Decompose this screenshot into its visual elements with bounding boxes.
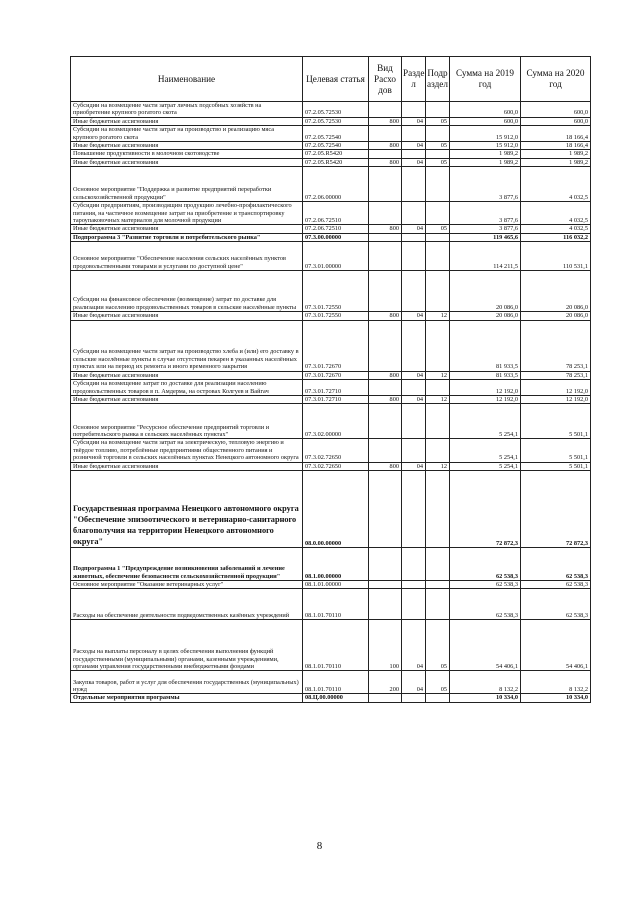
row-name: Субсидии на возмещение части затрат на производство и реализацию мяса крупного рогатого скота xyxy=(71,126,303,142)
row-target-article: 07.3.02.00000 xyxy=(303,404,369,439)
row-target-article: 07.2.05.72530 xyxy=(303,102,369,118)
table-row xyxy=(71,158,591,166)
row-name: Основное мероприятие "Ресурсное обеспечение предприятий торговли и потребительского рынка в сельских населённых пунктах" xyxy=(71,404,303,439)
row-subsection: 12 xyxy=(426,312,450,320)
row-name: Субсидии на возмещение части затрат личных подсобных хозяйств на приобретение крупного рогатого скота xyxy=(71,102,303,118)
row-target-article: 07.3.01.72710 xyxy=(303,395,369,403)
row-section xyxy=(402,470,426,547)
header-name: Наименование xyxy=(71,57,303,102)
header-subsection: Подр аздел xyxy=(426,57,450,102)
row-section: 04 xyxy=(402,671,426,694)
row-expense-type xyxy=(369,167,402,202)
row-subsection: 05 xyxy=(426,671,450,694)
row-subsection: 05 xyxy=(426,117,450,125)
row-subsection xyxy=(426,470,450,547)
row-section xyxy=(402,150,426,158)
row-target-article: 07.3.01.72670 xyxy=(303,371,369,379)
row-sum-2019: 8 132,2 xyxy=(450,671,521,694)
table-row xyxy=(71,117,591,125)
row-expense-type: 800 xyxy=(369,371,402,379)
row-name: Основное мероприятие "Оказание ветеринарных услуг" xyxy=(71,580,303,588)
row-sum-2020: 12 192,0 xyxy=(521,380,591,396)
row-sum-2019: 15 912,0 xyxy=(450,142,521,150)
table-row xyxy=(71,167,591,202)
row-sum-2019: 5 254,1 xyxy=(450,439,521,462)
row-subsection xyxy=(426,126,450,142)
row-sum-2019: 15 912,0 xyxy=(450,126,521,142)
row-expense-type xyxy=(369,380,402,396)
row-sum-2019: 119 465,6 xyxy=(450,233,521,241)
row-name: Субсидии на возмещение затрат по доставке для реализации населению продовольственных товаров в п. Амдерма, на островах Колгуев и Вайгач xyxy=(71,380,303,396)
budget-table-container xyxy=(70,56,590,703)
row-section xyxy=(402,202,426,225)
row-name: Иные бюджетные ассигнования xyxy=(71,395,303,403)
row-subsection xyxy=(426,439,450,462)
row-expense-type xyxy=(369,694,402,702)
row-target-article: 07.3.01.72550 xyxy=(303,271,369,312)
row-target-article: 07.2.06.72510 xyxy=(303,202,369,225)
row-name: Подпрограмма 3 "Развитие торговли и потребительского рынка" xyxy=(71,233,303,241)
row-subsection xyxy=(426,547,450,580)
row-sum-2020: 600,0 xyxy=(521,117,591,125)
row-name: Субсидии предприятиям, производящим продукцию лечебно-профилактического питания, на частичное возмещение затрат на приобретение и транспортировку тароупаковочных материалов для молочной продукции xyxy=(71,202,303,225)
row-name: Повышение продуктивности в молочном скотоводстве xyxy=(71,150,303,158)
row-subsection: 05 xyxy=(426,225,450,233)
row-section: 04 xyxy=(402,395,426,403)
row-subsection xyxy=(426,242,450,271)
row-sum-2019: 5 254,1 xyxy=(450,462,521,470)
row-section: 04 xyxy=(402,312,426,320)
header-target-article: Целевая статья xyxy=(303,57,369,102)
header-expense-type: Вид Расхо дов xyxy=(369,57,402,102)
table-row xyxy=(71,202,591,225)
row-target-article: 07.2.06.00000 xyxy=(303,167,369,202)
row-name: Закупка товаров, работ и услуг для обеспечения государственных (муниципальных) нужд xyxy=(71,671,303,694)
row-target-article: 08.1.01.70110 xyxy=(303,589,369,620)
table-row xyxy=(71,671,591,694)
row-sum-2019: 81 933,5 xyxy=(450,371,521,379)
row-expense-type xyxy=(369,470,402,547)
row-sum-2019: 10 334,0 xyxy=(450,694,521,702)
header-sum-2020: Сумма на 2020 год xyxy=(521,57,591,102)
row-section xyxy=(402,233,426,241)
row-name: Государственная программа Ненецкого автономного округа "Обеспечение эпизоотического и ветеринарно-санитарного благополучия на территории Ненецкого автономного округа" xyxy=(71,470,303,547)
row-target-article: 08.1.00.00000 xyxy=(303,547,369,580)
table-row xyxy=(71,150,591,158)
row-section: 04 xyxy=(402,158,426,166)
row-target-article: 08.1.01.00000 xyxy=(303,580,369,588)
row-sum-2020: 20 086,0 xyxy=(521,312,591,320)
row-target-article: 07.3.01.00000 xyxy=(303,242,369,271)
row-expense-type xyxy=(369,150,402,158)
row-sum-2020: 54 406,1 xyxy=(521,620,591,671)
row-sum-2020: 1 989,2 xyxy=(521,150,591,158)
row-name: Расходы на обеспечение деятельности подведомственных казённых учреждений xyxy=(71,589,303,620)
row-expense-type: 800 xyxy=(369,225,402,233)
row-expense-type xyxy=(369,126,402,142)
row-sum-2020: 18 166,4 xyxy=(521,126,591,142)
row-subsection xyxy=(426,271,450,312)
row-target-article: 07.3.02.72650 xyxy=(303,439,369,462)
table-row xyxy=(71,312,591,320)
row-target-article: 07.3.01.72670 xyxy=(303,320,369,371)
row-target-article: 08.1.01.70110 xyxy=(303,671,369,694)
row-section xyxy=(402,102,426,118)
table-header-row xyxy=(71,57,591,102)
row-sum-2019: 3 877,6 xyxy=(450,225,521,233)
row-sum-2019: 5 254,1 xyxy=(450,404,521,439)
row-sum-2020: 5 501,1 xyxy=(521,404,591,439)
row-name: Основное мероприятие "Обеспечение населения сельских населённых пунктов продовольственными товарами и услугами по доступной цене" xyxy=(71,242,303,271)
row-sum-2019: 72 872,3 xyxy=(450,470,521,547)
table-row xyxy=(71,225,591,233)
row-subsection xyxy=(426,580,450,588)
row-target-article: 08.Ц.00.00000 xyxy=(303,694,369,702)
row-name: Иные бюджетные ассигнования xyxy=(71,142,303,150)
row-subsection xyxy=(426,167,450,202)
row-target-article: 07.3.00.00000 xyxy=(303,233,369,241)
row-section xyxy=(402,404,426,439)
row-sum-2019: 600,0 xyxy=(450,117,521,125)
row-subsection: 05 xyxy=(426,620,450,671)
row-sum-2020: 1 989,2 xyxy=(521,158,591,166)
row-subsection: 05 xyxy=(426,158,450,166)
row-sum-2020: 62 538,3 xyxy=(521,547,591,580)
row-subsection xyxy=(426,233,450,241)
row-sum-2020: 78 253,1 xyxy=(521,371,591,379)
row-name: Иные бюджетные ассигнования xyxy=(71,462,303,470)
row-name: Иные бюджетные ассигнования xyxy=(71,117,303,125)
row-sum-2020: 110 531,1 xyxy=(521,242,591,271)
row-sum-2019: 114 211,5 xyxy=(450,242,521,271)
table-row xyxy=(71,233,591,241)
table-row xyxy=(71,395,591,403)
row-sum-2020: 4 032,5 xyxy=(521,225,591,233)
table-row xyxy=(71,380,591,396)
row-sum-2020: 12 192,0 xyxy=(521,395,591,403)
row-name: Иные бюджетные ассигнования xyxy=(71,225,303,233)
table-row xyxy=(71,589,591,620)
row-subsection xyxy=(426,202,450,225)
page-number: 8 xyxy=(316,840,323,852)
row-section xyxy=(402,580,426,588)
table-row xyxy=(71,547,591,580)
row-name: Отдельные мероприятия программы xyxy=(71,694,303,702)
row-sum-2020: 18 166,4 xyxy=(521,142,591,150)
row-section: 04 xyxy=(402,117,426,125)
row-target-article: 07.3.01.72550 xyxy=(303,312,369,320)
row-section xyxy=(402,242,426,271)
row-subsection xyxy=(426,102,450,118)
row-name: Иные бюджетные ассигнования xyxy=(71,371,303,379)
row-target-article: 07.2.06.72510 xyxy=(303,225,369,233)
header-section: Разде л xyxy=(402,57,426,102)
table-row xyxy=(71,371,591,379)
row-expense-type xyxy=(369,439,402,462)
row-section: 04 xyxy=(402,225,426,233)
row-section xyxy=(402,439,426,462)
row-sum-2019: 3 877,6 xyxy=(450,167,521,202)
row-sum-2020: 62 538,3 xyxy=(521,589,591,620)
row-name: Иные бюджетные ассигнования xyxy=(71,158,303,166)
row-name: Иные бюджетные ассигнования xyxy=(71,312,303,320)
row-sum-2020: 20 086,0 xyxy=(521,271,591,312)
row-expense-type: 800 xyxy=(369,395,402,403)
row-expense-type: 200 xyxy=(369,671,402,694)
row-sum-2019: 62 538,3 xyxy=(450,580,521,588)
row-section xyxy=(402,694,426,702)
header-sum-2019: Сумма на 2019 год xyxy=(450,57,521,102)
row-name: Расходы на выплаты персоналу в целях обеспечения выполнения функций государственными (муниципальными) органами, казенными учреждениями, органами управления государственными внебюджетными фондами xyxy=(71,620,303,671)
row-sum-2019: 1 989,2 xyxy=(450,150,521,158)
row-sum-2020: 5 501,1 xyxy=(521,462,591,470)
row-expense-type xyxy=(369,233,402,241)
row-sum-2019: 20 086,0 xyxy=(450,312,521,320)
row-expense-type xyxy=(369,547,402,580)
row-section xyxy=(402,589,426,620)
row-target-article: 08.0.00.00000 xyxy=(303,470,369,547)
table-body xyxy=(71,102,591,703)
row-sum-2019: 62 538,3 xyxy=(450,547,521,580)
row-name: Субсидии на возмещение части затрат на электрическую, тепловую энергию и твёрдое топливо, потреблённые предприятиями общественного питания и розничной торговли в сельских населённых пунктах Ненецкого автономного округа xyxy=(71,439,303,462)
row-target-article: 07.2.05.R5420 xyxy=(303,150,369,158)
row-section xyxy=(402,126,426,142)
table-row xyxy=(71,142,591,150)
table-row xyxy=(71,126,591,142)
row-expense-type xyxy=(369,202,402,225)
table-row xyxy=(71,580,591,588)
row-sum-2019: 1 989,2 xyxy=(450,158,521,166)
table-row xyxy=(71,242,591,271)
row-name: Основное мероприятие "Поддержка и развитие предприятий переработки сельскохозяйственной продукции" xyxy=(71,167,303,202)
row-sum-2020: 62 538,3 xyxy=(521,580,591,588)
row-expense-type xyxy=(369,404,402,439)
row-section xyxy=(402,320,426,371)
row-sum-2020: 4 032,5 xyxy=(521,202,591,225)
table-row xyxy=(71,470,591,547)
row-sum-2020: 600,0 xyxy=(521,102,591,118)
row-sum-2019: 12 192,0 xyxy=(450,395,521,403)
table-row xyxy=(71,320,591,371)
row-expense-type xyxy=(369,102,402,118)
row-expense-type: 800 xyxy=(369,312,402,320)
row-section: 04 xyxy=(402,142,426,150)
row-name: Субсидии на финансовое обеспечение (возмещение) затрат по доставке для реализации населению продовольственных товаров в сельские населённые пункты xyxy=(71,271,303,312)
row-target-article: 07.2.05.72530 xyxy=(303,117,369,125)
row-subsection xyxy=(426,320,450,371)
row-subsection xyxy=(426,694,450,702)
row-subsection xyxy=(426,404,450,439)
row-section: 04 xyxy=(402,371,426,379)
row-name: Субсидии на возмещение части затрат на производство хлеба и (или) его доставку в сельские населённые пункты в случае отсутствия пекарен в указанных населённых пунктах или на период их ремонта и иного временного закрытия xyxy=(71,320,303,371)
row-section: 04 xyxy=(402,620,426,671)
row-target-article: 07.2.05.72540 xyxy=(303,126,369,142)
row-expense-type: 800 xyxy=(369,462,402,470)
row-subsection xyxy=(426,380,450,396)
row-section xyxy=(402,167,426,202)
row-expense-type xyxy=(369,242,402,271)
row-target-article: 07.3.02.72650 xyxy=(303,462,369,470)
row-sum-2019: 81 933,5 xyxy=(450,320,521,371)
row-section xyxy=(402,547,426,580)
table-row xyxy=(71,462,591,470)
row-expense-type: 800 xyxy=(369,142,402,150)
table-row xyxy=(71,102,591,118)
row-sum-2019: 54 406,1 xyxy=(450,620,521,671)
row-target-article: 07.2.05.R5420 xyxy=(303,158,369,166)
table-row xyxy=(71,404,591,439)
row-section xyxy=(402,380,426,396)
row-target-article: 07.2.05.72540 xyxy=(303,142,369,150)
row-subsection: 12 xyxy=(426,462,450,470)
row-expense-type xyxy=(369,589,402,620)
row-sum-2020: 4 032,5 xyxy=(521,167,591,202)
row-section: 04 xyxy=(402,462,426,470)
row-target-article: 07.3.01.72710 xyxy=(303,380,369,396)
row-expense-type xyxy=(369,320,402,371)
row-target-article: 08.1.01.70110 xyxy=(303,620,369,671)
row-expense-type xyxy=(369,271,402,312)
row-sum-2020: 10 334,0 xyxy=(521,694,591,702)
row-subsection xyxy=(426,589,450,620)
row-subsection xyxy=(426,150,450,158)
row-sum-2020: 8 132,2 xyxy=(521,671,591,694)
row-sum-2019: 600,0 xyxy=(450,102,521,118)
table-row xyxy=(71,694,591,702)
row-sum-2020: 72 872,3 xyxy=(521,470,591,547)
row-expense-type: 100 xyxy=(369,620,402,671)
row-sum-2019: 12 192,0 xyxy=(450,380,521,396)
row-subsection: 05 xyxy=(426,142,450,150)
table-row xyxy=(71,620,591,671)
row-sum-2019: 3 877,6 xyxy=(450,202,521,225)
budget-table xyxy=(70,56,591,703)
table-row xyxy=(71,439,591,462)
row-sum-2019: 20 086,0 xyxy=(450,271,521,312)
row-section xyxy=(402,271,426,312)
row-expense-type: 800 xyxy=(369,158,402,166)
row-sum-2020: 116 032,2 xyxy=(521,233,591,241)
row-sum-2020: 5 501,1 xyxy=(521,439,591,462)
row-subsection: 12 xyxy=(426,371,450,379)
row-expense-type xyxy=(369,580,402,588)
row-subsection: 12 xyxy=(426,395,450,403)
row-sum-2019: 62 538,3 xyxy=(450,589,521,620)
row-name: Подпрограмма 1 "Предупреждение возникновения заболеваний и лечение животных, обеспечение безопасности сельскохозяйственной продукции" xyxy=(71,547,303,580)
row-expense-type: 800 xyxy=(369,117,402,125)
table-row xyxy=(71,271,591,312)
row-sum-2020: 78 253,1 xyxy=(521,320,591,371)
